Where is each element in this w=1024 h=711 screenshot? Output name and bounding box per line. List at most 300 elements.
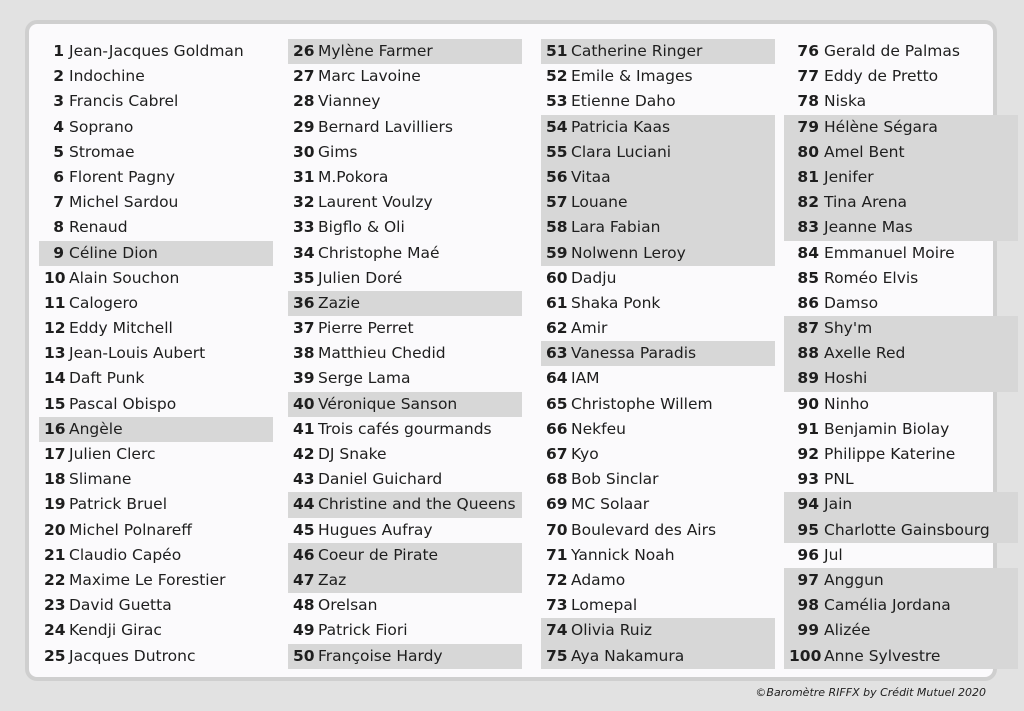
rank-number: 81 [797, 167, 819, 186]
ranking-row [39, 115, 273, 140]
ranking-row [541, 165, 775, 190]
ranking-row [784, 644, 1018, 669]
rank-number: 64 [546, 369, 568, 388]
rank-number: 7 [53, 193, 64, 212]
rank-number: 19 [44, 495, 66, 514]
ranking-row [784, 366, 1018, 391]
ranking-row [541, 241, 775, 266]
ranking-row [784, 291, 1018, 316]
rank-number: 65 [546, 394, 568, 413]
artist-name: Louane [571, 193, 628, 212]
ranking-row [288, 39, 522, 64]
ranking-row [39, 241, 273, 266]
rank-number: 89 [797, 369, 819, 388]
artist-name: Niska [824, 92, 867, 111]
rank-number: 17 [44, 445, 66, 463]
artist-name: Bob Sinclar [571, 470, 659, 489]
ranking-column-1 [39, 39, 273, 669]
artist-name: Charlotte Gainsbourg [824, 520, 990, 539]
rank-number: 1 [53, 42, 64, 60]
ranking-row [39, 593, 273, 618]
artist-name: Gerald de Palmas [824, 42, 960, 60]
artist-name: IAM [571, 369, 600, 388]
rank-number: 84 [797, 243, 819, 262]
artist-name: Hoshi [824, 369, 868, 388]
ranking-row [39, 366, 273, 391]
ranking-row [39, 64, 273, 89]
rank-number: 33 [293, 218, 315, 237]
ranking-row [39, 165, 273, 190]
ranking-row [39, 140, 273, 165]
artist-name: PNL [824, 470, 854, 489]
rank-number: 52 [546, 67, 568, 86]
ranking-row [784, 64, 1018, 89]
rank-number: 6 [53, 167, 64, 186]
ranking-row [541, 417, 775, 442]
artist-name: Renaud [69, 218, 128, 237]
rank-number: 9 [53, 243, 64, 262]
artist-name: Anggun [824, 570, 884, 589]
ranking-row [541, 518, 775, 543]
ranking-row [288, 467, 522, 492]
ranking-row [784, 593, 1018, 618]
ranking-row [288, 140, 522, 165]
ranking-row [541, 140, 775, 165]
rank-number: 56 [546, 167, 568, 186]
rank-number: 63 [546, 344, 568, 363]
artist-name: Francis Cabrel [69, 92, 179, 111]
artist-name: Jain [824, 495, 853, 514]
artist-name: Françoise Hardy [318, 646, 443, 665]
ranking-row [541, 593, 775, 618]
artist-name: Céline Dion [69, 243, 158, 262]
rank-number: 44 [293, 495, 315, 514]
ranking-row [288, 89, 522, 114]
ranking-row [39, 39, 273, 64]
ranking-row [39, 291, 273, 316]
rank-number: 93 [797, 470, 819, 489]
ranking-row [784, 543, 1018, 568]
artist-name: Michel Sardou [69, 193, 179, 212]
rank-number: 69 [546, 495, 568, 514]
artist-name: Patricia Kaas [571, 117, 671, 136]
artist-name: Trois cafés gourmands [318, 419, 492, 438]
rank-number: 72 [546, 570, 568, 589]
ranking-row [541, 467, 775, 492]
artist-name: Aya Nakamura [571, 646, 685, 665]
artist-name: Jul [824, 545, 843, 564]
ranking-row [288, 266, 522, 291]
artist-name: Bernard Lavilliers [318, 117, 453, 136]
rank-number: 3 [53, 92, 64, 111]
ranking-row [288, 543, 522, 568]
rank-number: 59 [546, 243, 568, 262]
rank-number: 4 [53, 117, 64, 136]
ranking-row [784, 215, 1018, 240]
ranking-row [288, 392, 522, 417]
artist-name: Bigflo & Oli [318, 218, 405, 237]
rank-number: 97 [797, 570, 819, 589]
rank-number: 28 [293, 92, 315, 111]
rank-number: 15 [44, 394, 66, 413]
rank-number: 66 [546, 419, 568, 438]
artist-name: Julien Clerc [69, 445, 156, 463]
ranking-row [39, 316, 273, 341]
ranking-row [784, 618, 1018, 643]
ranking-row [784, 241, 1018, 266]
rank-number: 67 [546, 445, 568, 463]
ranking-row [784, 115, 1018, 140]
credit-caption: ©Baromètre RIFFX by Crédit Mutuel 2020 [755, 686, 986, 699]
ranking-row [288, 115, 522, 140]
artist-name: Eddy de Pretto [824, 67, 939, 86]
rank-number: 5 [53, 142, 64, 161]
rank-number: 90 [797, 394, 819, 413]
artist-name: Yannick Noah [571, 545, 675, 564]
ranking-row [541, 291, 775, 316]
rank-number: 100 [789, 646, 822, 665]
artist-name: Alain Souchon [69, 268, 180, 287]
ranking-row [541, 115, 775, 140]
artist-name: Kendji Girac [69, 621, 162, 640]
artist-name: Christine and the Queens [318, 495, 516, 514]
artist-name: Laurent Voulzy [318, 193, 433, 212]
artist-name: Orelsan [318, 596, 378, 615]
artist-name: Adamo [571, 570, 626, 589]
artist-name: Jeanne Mas [824, 218, 913, 237]
artist-name: Vitaa [571, 167, 611, 186]
rank-number: 13 [44, 344, 66, 363]
rank-number: 50 [293, 646, 315, 665]
rank-number: 45 [293, 520, 315, 539]
artist-name: Patrick Fiori [318, 621, 408, 640]
ranking-row [784, 341, 1018, 366]
ranking-row [288, 593, 522, 618]
artist-name: Boulevard des Airs [571, 520, 717, 539]
artist-name: Véronique Sanson [318, 394, 458, 413]
artist-name: Camélia Jordana [824, 596, 951, 615]
artist-name: Alizée [824, 621, 871, 640]
artist-name: Jenifer [824, 167, 874, 186]
rank-number: 46 [293, 545, 315, 564]
artist-name: Anne Sylvestre [824, 646, 941, 665]
rank-number: 8 [53, 218, 64, 237]
ranking-row [288, 316, 522, 341]
artist-name: Hélène Ségara [824, 117, 938, 136]
artist-name: Matthieu Chedid [318, 344, 446, 363]
rank-number: 73 [546, 596, 568, 615]
rank-number: 74 [546, 621, 568, 640]
artist-name: Michel Polnareff [69, 520, 192, 539]
artist-name: Benjamin Biolay [824, 419, 950, 438]
ranking-row [288, 492, 522, 517]
ranking-row [39, 341, 273, 366]
ranking-row [288, 366, 522, 391]
artist-name: Eddy Mitchell [69, 319, 173, 338]
rank-number: 22 [44, 570, 66, 589]
artist-name: Slimane [69, 470, 132, 489]
rank-number: 24 [44, 621, 66, 640]
ranking-row [288, 618, 522, 643]
artist-name: Amel Bent [824, 142, 905, 161]
ranking-row [784, 467, 1018, 492]
artist-name: Pierre Perret [318, 319, 414, 338]
ranking-row [784, 190, 1018, 215]
rank-number: 76 [797, 42, 819, 60]
artist-name: Emmanuel Moire [824, 243, 955, 262]
rank-number: 94 [797, 495, 819, 514]
artist-name: Gims [318, 142, 358, 161]
rank-number: 92 [797, 445, 819, 463]
rank-number: 68 [546, 470, 568, 489]
rank-number: 34 [293, 243, 315, 262]
rank-number: 51 [546, 42, 568, 60]
ranking-row [541, 543, 775, 568]
rank-number: 77 [797, 67, 819, 86]
artist-name: Patrick Bruel [69, 495, 168, 514]
rank-number: 43 [293, 470, 315, 489]
artist-name: MC Solaar [571, 495, 650, 514]
artist-name: Shy'm [824, 319, 873, 338]
artist-name: Amir [571, 319, 608, 338]
ranking-row [39, 266, 273, 291]
ranking-row [784, 518, 1018, 543]
artist-name: Nolwenn Leroy [571, 243, 686, 262]
artist-name: Stromae [69, 142, 135, 161]
ranking-row [541, 89, 775, 114]
ranking-row [541, 215, 775, 240]
rank-number: 82 [797, 193, 819, 212]
rank-number: 95 [797, 520, 819, 539]
ranking-row [39, 492, 273, 517]
ranking-row [541, 64, 775, 89]
rank-number: 86 [797, 293, 819, 312]
rank-number: 62 [546, 319, 568, 338]
artist-name: Coeur de Pirate [318, 545, 439, 564]
rank-number: 58 [546, 218, 568, 237]
ranking-panel [25, 20, 997, 681]
ranking-row [288, 241, 522, 266]
ranking-row [288, 644, 522, 669]
rank-number: 21 [44, 545, 66, 564]
rank-number: 71 [546, 545, 568, 564]
ranking-row [288, 568, 522, 593]
ranking-row [784, 89, 1018, 114]
artist-name: Clara Luciani [571, 142, 672, 161]
artist-name: Claudio Capéo [69, 545, 182, 564]
artist-name: Daniel Guichard [318, 470, 443, 489]
ranking-row [288, 215, 522, 240]
rank-number: 55 [546, 142, 568, 161]
rank-number: 99 [797, 621, 819, 640]
ranking-row [784, 316, 1018, 341]
rank-number: 32 [293, 193, 315, 212]
rank-number: 41 [293, 419, 315, 438]
ranking-row [541, 39, 775, 64]
rank-number: 88 [797, 344, 819, 363]
rank-number: 98 [797, 596, 819, 615]
rank-number: 18 [44, 470, 66, 489]
artist-name: Catherine Ringer [571, 42, 703, 60]
rank-number: 47 [293, 570, 315, 589]
artist-name: Roméo Elvis [824, 268, 919, 287]
ranking-row [39, 190, 273, 215]
ranking-row [541, 644, 775, 669]
artist-name: DJ Snake [318, 445, 387, 463]
rank-number: 49 [293, 621, 315, 640]
rank-number: 25 [44, 646, 66, 665]
rank-number: 31 [293, 167, 315, 186]
artist-name: Christophe Willem [571, 394, 713, 413]
rank-number: 57 [546, 193, 568, 212]
artist-name: Zazie [318, 293, 361, 312]
rank-number: 80 [797, 142, 819, 161]
ranking-row [39, 543, 273, 568]
artist-name: Nekfeu [571, 419, 626, 438]
artist-name: Etienne Daho [571, 92, 676, 111]
artist-name: Emile & Images [571, 67, 693, 86]
rank-number: 83 [797, 218, 819, 237]
artist-name: Lara Fabian [571, 218, 661, 237]
rank-number: 60 [546, 268, 568, 287]
artist-name: Christophe Maé [318, 243, 440, 262]
ranking-row [784, 266, 1018, 291]
rank-number: 39 [293, 369, 315, 388]
artist-name: Lomepal [571, 596, 638, 615]
artist-name: Zaz [318, 570, 347, 589]
rank-number: 29 [293, 117, 315, 136]
artist-name: Julien Doré [318, 268, 403, 287]
artist-name: Daft Punk [69, 369, 145, 388]
ranking-row [39, 568, 273, 593]
ranking-row [541, 492, 775, 517]
rank-number: 48 [293, 596, 315, 615]
rank-number: 91 [797, 419, 819, 438]
ranking-row [541, 341, 775, 366]
ranking-row [39, 467, 273, 492]
rank-number: 11 [44, 293, 66, 312]
artist-name: Ninho [824, 394, 870, 413]
artist-name: Damso [824, 293, 879, 312]
artist-name: Olivia Ruiz [571, 621, 653, 640]
ranking-row [784, 392, 1018, 417]
ranking-column-4 [784, 39, 1018, 669]
ranking-row [541, 392, 775, 417]
ranking-row [39, 215, 273, 240]
artist-name: Jacques Dutronc [69, 646, 196, 665]
artist-name: Philippe Katerine [824, 445, 956, 463]
artist-name: Axelle Red [824, 344, 906, 363]
rank-number: 36 [293, 293, 315, 312]
ranking-row [39, 518, 273, 543]
artist-name: Florent Pagny [69, 167, 176, 186]
artist-name: Hugues Aufray [318, 520, 433, 539]
ranking-row [39, 417, 273, 442]
ranking-row [784, 442, 1018, 467]
artist-name: Soprano [69, 117, 134, 136]
rank-number: 14 [44, 369, 66, 388]
artist-name: Calogero [69, 293, 139, 312]
artist-name: Vianney [318, 92, 381, 111]
artist-name: Marc Lavoine [318, 67, 421, 86]
ranking-row [288, 165, 522, 190]
rank-number: 40 [293, 394, 315, 413]
rank-number: 70 [546, 520, 568, 539]
artist-name: Maxime Le Forestier [69, 570, 226, 589]
rank-number: 61 [546, 293, 568, 312]
rank-number: 53 [546, 92, 568, 111]
ranking-row [541, 442, 775, 467]
ranking-row [784, 417, 1018, 442]
artist-name: Kyo [571, 445, 599, 463]
ranking-row [541, 618, 775, 643]
rank-number: 54 [546, 117, 568, 136]
rank-number: 23 [44, 596, 66, 615]
rank-number: 27 [293, 67, 315, 86]
ranking-row [288, 442, 522, 467]
artist-name: David Guetta [69, 596, 172, 615]
rank-number: 35 [293, 268, 315, 287]
ranking-row [288, 341, 522, 366]
rank-number: 85 [797, 268, 819, 287]
rank-number: 75 [546, 646, 568, 665]
rank-number: 26 [293, 42, 315, 60]
ranking-row [784, 492, 1018, 517]
rank-number: 2 [53, 67, 64, 86]
artist-name: Jean-Jacques Goldman [69, 42, 244, 60]
ranking-row [784, 165, 1018, 190]
rank-number: 78 [797, 92, 819, 111]
ranking-row [288, 518, 522, 543]
rank-number: 38 [293, 344, 315, 363]
artist-name: Angèle [69, 419, 123, 438]
rank-number: 16 [44, 419, 66, 438]
artist-name: Jean-Louis Aubert [69, 344, 206, 363]
artist-name: Serge Lama [318, 369, 411, 388]
ranking-row [39, 392, 273, 417]
rank-number: 30 [293, 142, 315, 161]
ranking-row [541, 568, 775, 593]
rank-number: 42 [293, 445, 315, 463]
rank-number: 10 [44, 268, 66, 287]
artist-name: Indochine [69, 67, 145, 86]
ranking-row [541, 366, 775, 391]
ranking-row [288, 190, 522, 215]
ranking-row [39, 644, 273, 669]
ranking-row [39, 442, 273, 467]
artist-name: Mylène Farmer [318, 42, 433, 60]
ranking-row [39, 618, 273, 643]
ranking-row [784, 140, 1018, 165]
ranking-row [541, 266, 775, 291]
artist-name: M.Pokora [318, 167, 389, 186]
artist-name: Vanessa Paradis [571, 344, 697, 363]
artist-name: Shaka Ponk [571, 293, 661, 312]
ranking-row [288, 64, 522, 89]
artist-name: Tina Arena [824, 193, 908, 212]
rank-number: 96 [797, 545, 819, 564]
ranking-row [784, 568, 1018, 593]
rank-number: 87 [797, 319, 819, 338]
ranking-row [541, 316, 775, 341]
rank-number: 20 [44, 520, 66, 539]
ranking-row [288, 417, 522, 442]
ranking-row [288, 291, 522, 316]
artist-name: Pascal Obispo [69, 394, 177, 413]
rank-number: 12 [44, 319, 66, 338]
rank-number: 37 [293, 319, 315, 338]
rank-number: 79 [797, 117, 819, 136]
